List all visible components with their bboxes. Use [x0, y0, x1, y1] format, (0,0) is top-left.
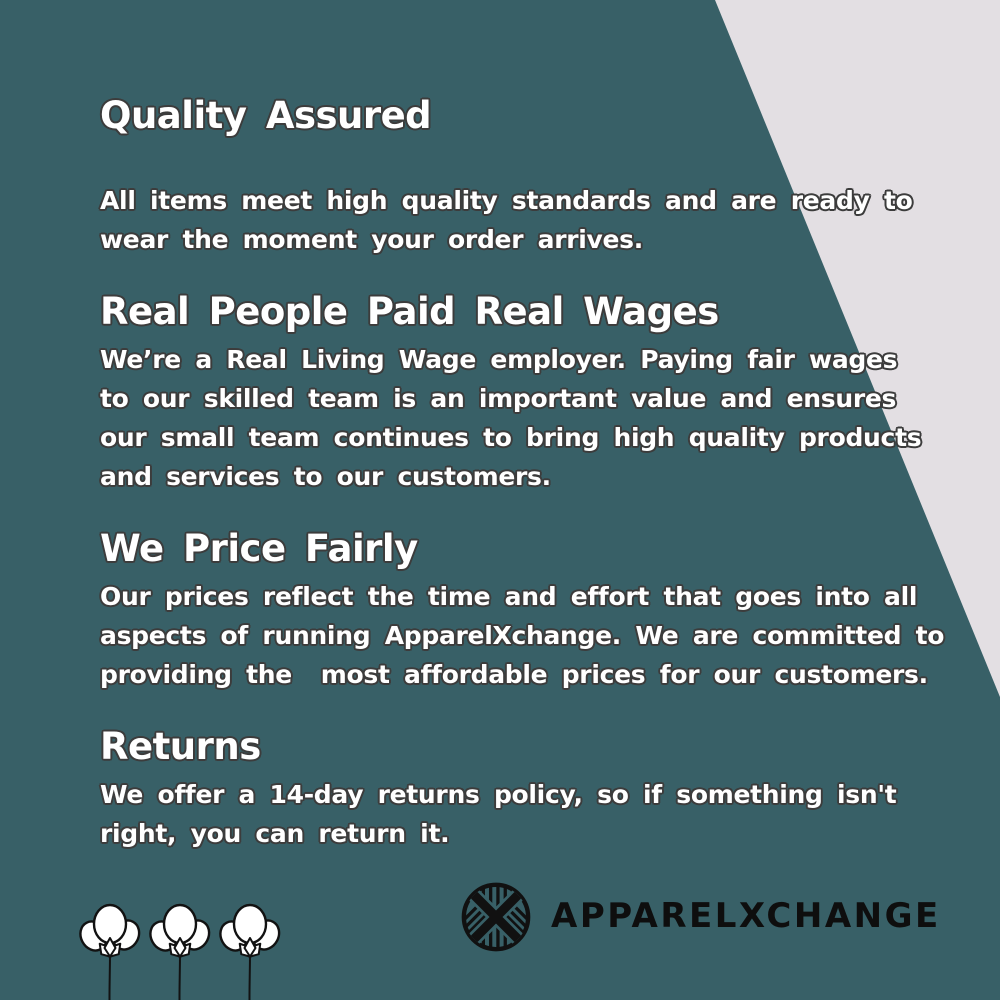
paragraph-line: aspects of running ApparelXchange. We are committed to	[100, 621, 945, 650]
paragraph-line: wear the moment your order arrives.	[100, 225, 643, 254]
policy-text-content	[100, 96, 945, 853]
section-heading: We Price Fairly	[100, 527, 418, 570]
paragraph-line: We’re a Real Living Wage employer. Paying fair wages	[100, 345, 898, 374]
cotton-flowers-decoration	[76, 898, 284, 1000]
section-quality-assured	[100, 96, 945, 259]
cotton-flower-icon	[216, 898, 284, 1000]
paragraph-line: to our skilled team is an important value and ensures	[100, 384, 897, 413]
paragraph-line: our small team continues to bring high quality products	[100, 423, 922, 452]
paragraph-line: and services to our customers.	[100, 462, 551, 491]
section-heading: Returns	[100, 725, 261, 768]
apparelxchange-logo	[459, 880, 533, 958]
section-returns	[100, 727, 945, 853]
brand-name: APPARELXCHANGE	[551, 896, 941, 936]
cotton-flower-icon	[76, 898, 144, 1000]
paragraph-line: right, you can return it.	[100, 819, 450, 848]
section-price-fairly	[100, 529, 945, 694]
paragraph-line: We offer a 14-day returns policy, so if something isn't	[100, 780, 897, 809]
paragraph-line: providing the most affordable prices for our customers.	[100, 660, 928, 689]
yarn-ball-x-icon	[459, 880, 533, 954]
paragraph-line: All items meet high quality standards and are ready to	[100, 186, 913, 215]
section-real-wages	[100, 292, 945, 496]
cotton-flower-icon	[146, 898, 214, 1000]
section-heading: Quality Assured	[100, 94, 432, 137]
paragraph-line: Our prices reflect the time and effort that goes into all	[100, 582, 918, 611]
section-heading: Real People Paid Real Wages	[100, 290, 719, 333]
